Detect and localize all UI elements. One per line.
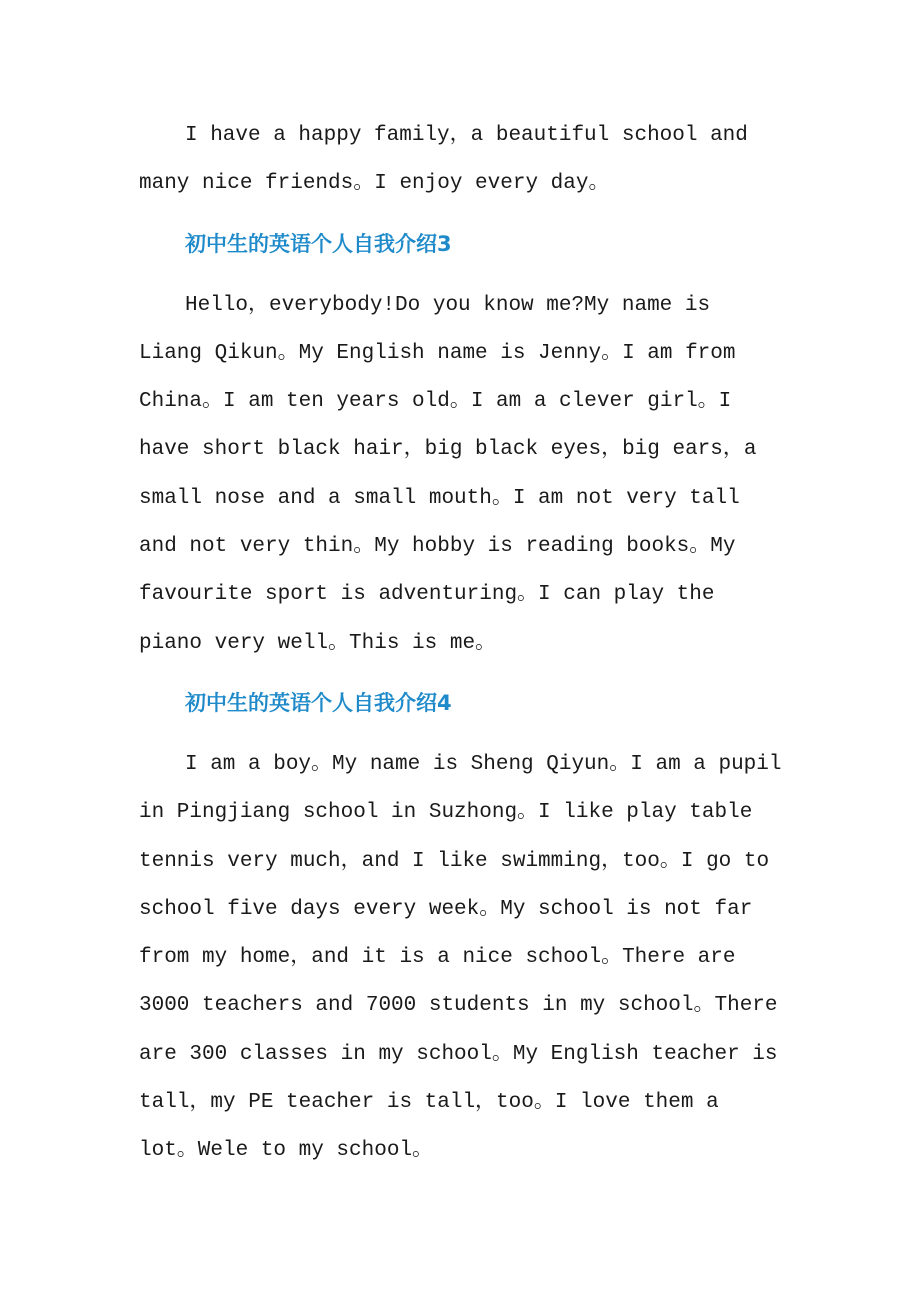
section-body-4: I am a boy。My name is Sheng Qiyun。I am a pupil in Pingjiang school in Suzhong。I like play table tennis very much，and I like swimming，too。I go to school five days every week。My school is not far from my home，and it is a nice school。There are 3000 teachers and 7000 students in my school。There are 300 classes in my school。My English teacher is tall，my PE teacher is tall，too。I love them a lot。Wele to my school。 [139,752,782,1163]
intro-paragraph: I have a happy family，a beautiful school and many nice friends。I enjoy every day。 [139,124,748,196]
section-heading-3: 初中生的英语个人自我介绍3 [185,231,452,256]
spacer [139,259,784,282]
spacer [139,718,784,741]
document-page [139,112,784,1176]
section-heading-4: 初中生的英语个人自我介绍4 [185,690,452,715]
spacer [139,668,784,688]
spacer [139,209,784,229]
section-body-3: Hello，everybody!Do you know me?My name is Liang Qikun。My English name is Jenny。I am from China。I am ten years old。I am a clever girl。I have short black hair，big black eyes，big ears，a small nose and a small mouth。I am not very tall and not very thin。My hobby is reading books。My favourite sport is adventuring。I can play the piano very well。This is me。 [139,293,757,655]
